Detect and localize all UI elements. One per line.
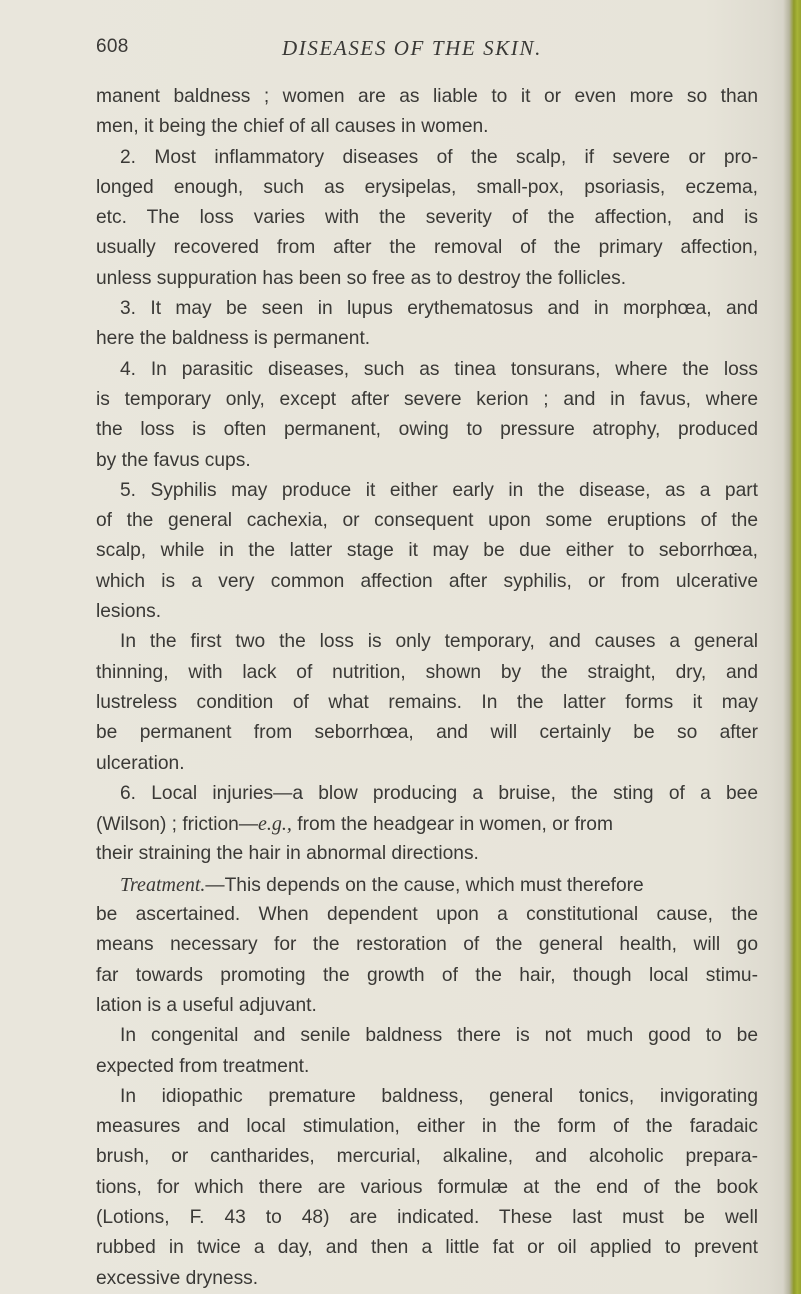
text-line: 4. In parasitic diseases, such as tinea tonsurans, where the loss (120, 358, 758, 380)
text-line: scalp, while in the latter stage it may be due either to seborrhœa, (96, 540, 758, 562)
text-line: by the favus cups. (96, 449, 251, 471)
text-line: is temporary only, except after severe kerion ; and in favus, where (96, 388, 758, 410)
text-line: be permanent from seborrhœa, and will certainly be so after (96, 722, 758, 744)
text-line: their straining the hair in abnormal directions. (96, 843, 479, 865)
text-line: In idiopathic premature baldness, general tonics, invigorating (120, 1085, 758, 1107)
text-line: here the baldness is permanent. (96, 328, 371, 350)
text-line: usually recovered from after the removal of the primary affection, (96, 237, 758, 259)
page-edge (783, 0, 801, 1294)
text-line: which is a very common affection after syphilis, or from ulcerative (96, 570, 758, 592)
running-head: DISEASES OF THE SKIN. (282, 36, 542, 60)
text-line: means necessary for the restoration of the general health, will go (96, 934, 758, 956)
text-line: longed enough, such as erysipelas, small-pox, psoriasis, eczema, (96, 176, 758, 198)
text-segment: from the headgear in women, or from (291, 814, 613, 836)
text-line: unless suppuration has been so free as to destroy the follicles. (96, 267, 627, 289)
text-line: measures and local stimulation, either in the form of the faradaic (96, 1116, 758, 1138)
text-line: lesions. (96, 601, 162, 623)
body-text (96, 82, 758, 1294)
text-line: ulceration. (96, 752, 185, 774)
page-header (96, 36, 756, 66)
text-line (96, 809, 758, 839)
text-line: etc. The loss varies with the severity of the affection, and is (96, 207, 758, 229)
text-line: excessive dryness. (96, 1267, 259, 1289)
text-line: In the first two the loss is only temporary, and causes a general (120, 631, 758, 653)
text-line: expected from treatment. (96, 1055, 310, 1077)
text-line: men, it being the chief of all causes in women. (96, 116, 489, 138)
text-line: 5. Syphilis may produce it either early in the disease, as a part (120, 479, 758, 501)
page-number: 608 (96, 36, 129, 57)
text-segment: (Wilson) ; friction— (96, 814, 259, 836)
text-line (96, 870, 758, 900)
text-line: 6. Local injuries—a blow producing a bruise, the sting of a bee (120, 782, 758, 804)
text-line: manent baldness ; women are as liable to it or even more so than (96, 86, 758, 107)
italic-abbreviation: e.g., (258, 813, 292, 836)
text-line: In congenital and senile baldness there is not much good to be (120, 1025, 758, 1047)
section-heading-treatment: Treatment. (120, 873, 206, 896)
text-line: of the general cachexia, or consequent upon some eruptions of the (96, 510, 758, 532)
text-line: tions, for which there are various formulæ at the end of the book (96, 1176, 758, 1198)
text-line: lustreless condition of what remains. In the latter forms it may (96, 691, 758, 713)
text-segment: —This depends on the cause, which must therefore (205, 874, 644, 896)
text-line: brush, or cantharides, mercurial, alkaline, and alcoholic prepara- (96, 1146, 758, 1168)
text-line: 2. Most inflammatory diseases of the scalp, if severe or pro- (120, 146, 758, 168)
text-line: (Lotions, F. 43 to 48) are indicated. These last must be well (96, 1206, 758, 1228)
text-line: be ascertained. When dependent upon a constitutional cause, the (96, 904, 758, 926)
text-line: far towards promoting the growth of the hair, though local stimu- (96, 964, 758, 986)
text-line: rubbed in twice a day, and then a little fat or oil applied to prevent (96, 1237, 758, 1259)
text-line: thinning, with lack of nutrition, shown by the straight, dry, and (96, 661, 758, 683)
text-line: 3. It may be seen in lupus erythematosus and in morphœa, and (120, 298, 758, 320)
text-line: the loss is often permanent, owing to pressure atrophy, produced (96, 419, 758, 441)
text-line: lation is a useful adjuvant. (96, 994, 317, 1016)
